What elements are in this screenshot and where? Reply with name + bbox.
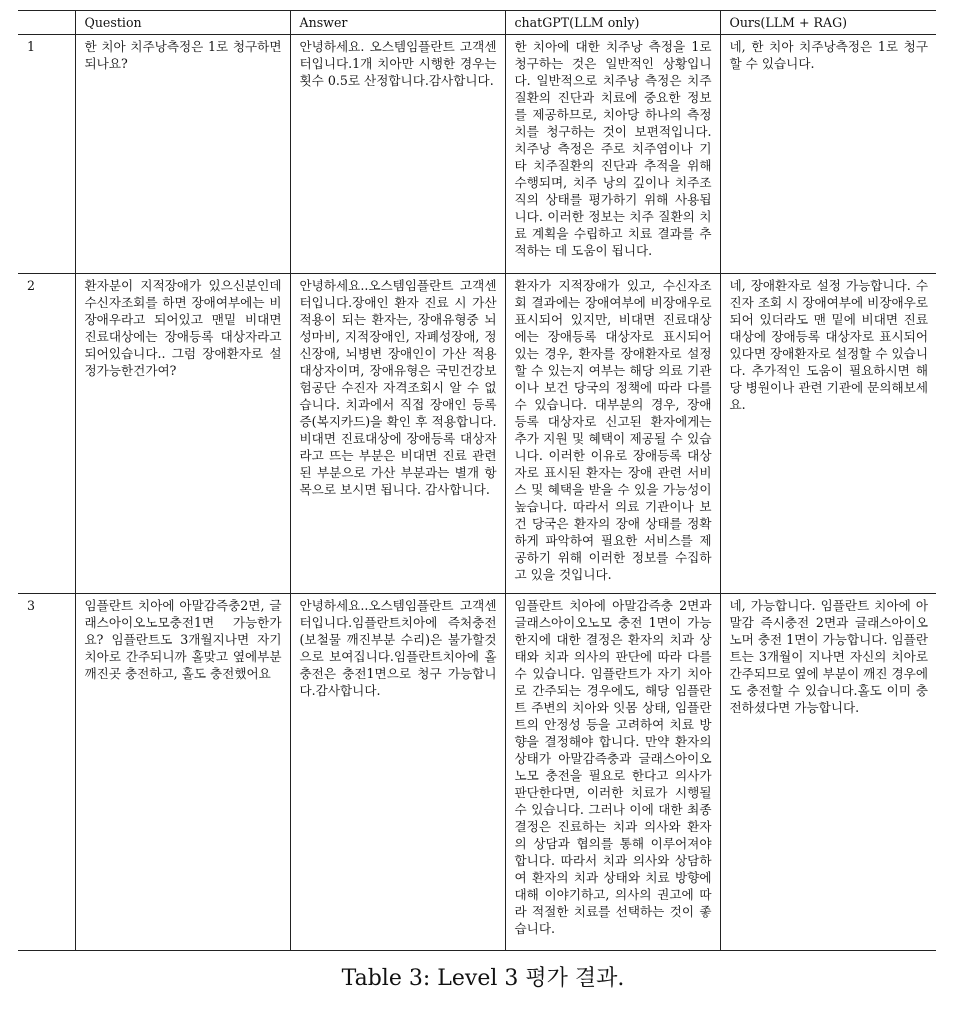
question-cell: 한 치아 치주낭측정은 1로 청구하면 되나요?	[75, 35, 290, 274]
ours-cell: 네, 장애환자로 설정 가능합니다. 수진자 조회 시 장애여부에 비장애우로 되어 있더라도 맨 밑에 비대면 진료 대상에 장애등록 대상자로 표시되어 있다면 장애환자로 설정할 수 있습니다. 추가적인 도움이 필요하시면 해당 병원이나 관련 기관에 문의해보세요.	[720, 274, 936, 594]
header-question: Question	[75, 11, 290, 35]
question-cell: 임플란트 치아에 아말감즉충2면, 글래스아이오노모충전1면 가능한가요? 임플란트도 3개월지나면 자기 치아로 간주되니까 홀맞고 옆에부분깨진곳 충전하고, 홀도 충전했어요	[75, 594, 290, 951]
answer-cell: 안녕하세요. 오스템임플란트 고객센터입니다.1개 치아만 시행한 경우는 횟수 0.5로 산정합니다.감사합니다.	[290, 35, 505, 274]
row-index: 2	[27, 278, 36, 293]
answer-cell: 안녕하세요..오스템임플란트 고객센터입니다.장애인 환자 진료 시 가산적용이 되는 환자는, 장애유형중 뇌성마비, 지적장애인, 자폐성장애, 정신장애, 뇌병변 장애인이 가산 적용 대상자이며, 장애유형은 국민건강보험공단 수진자 자격조회시 알 수 없습니다. 치과에서 직접 장애인 등록증(복지카드)을 확인 후 적용합니다. 비대면 진료대상에 장애등록 대상자라고 뜨는 부분은 비대면 진료 관련된 부분으로 가산 부분과는 별개 항목으로 보시면 됩니다. 감사합니다.	[290, 274, 505, 594]
chatgpt-cell: 한 치아에 대한 치주낭 측정을 1로 청구하는 것은 일반적인 상황입니다. 일반적으로 치주낭 측정은 치주질환의 진단과 치료에 중요한 정보를 제공하므로, 치아당 하나의 측정치를 청구하는 것이 보편적입니다. 치주낭 측정은 주로 치주염이나 기타 치주질환의 진단과 추적을 위해 수행되며, 치주 낭의 깊이나 치주조직의 상태를 평가하기 위해 사용됩니다. 이러한 정보는 치주 질환의 치료 계획을 수립하고 치료 결과를 추적하는 데 도움이 됩니다.	[505, 35, 720, 274]
table-row	[18, 35, 936, 274]
row-index: 3	[27, 598, 36, 613]
table-header-row	[18, 11, 936, 35]
chatgpt-cell: 환자가 지적장애가 있고, 수신자조회 결과에는 장애여부에 비장애우로 표시되어 있지만, 비대면 진료대상에는 장애등록 대상자로 표시되어 있는 경우, 환자를 장애환자로 설정할 수 있는지 여부는 해당 의료 기관이나 보건 당국의 정책에 따라 다를 수 있습니다. 대부분의 경우, 장애 등록 대상자로 신고된 환자에게는 추가 지원 및 혜택이 제공될 수 있습니다. 이러한 이유로 장애등록 대상자로 표시된 환자는 장애 관련 서비스 및 혜택을 받을 수 있을 가능성이 높습니다. 따라서 의료 기관이나 보건 당국은 환자의 장애 상태를 정확하게 파악하여 필요한 서비스를 제공하기 위해 이러한 정보를 수집하고 있을 것입니다.	[505, 274, 720, 594]
table-row	[18, 274, 936, 594]
ours-cell: 네, 한 치아 치주낭측정은 1로 청구할 수 있습니다.	[720, 35, 936, 274]
table-row	[18, 594, 936, 951]
results-table	[18, 10, 936, 951]
row-index: 1	[27, 39, 36, 54]
results-table-container	[18, 10, 936, 951]
ours-cell: 네, 가능합니다. 임플란트 치아에 아말감 즉시충전 2면과 글래스아이오노머 충전 1면이 가능합니다. 임플란트는 3개월이 지나면 자신의 치아로 간주되므로 옆에 부분이 깨진 경우에도 충전할 수 있습니다.홀도 이미 충전하셨다면 가능합니다.	[720, 594, 936, 951]
question-cell: 환자분이 지적장애가 있으신분인데 수신자조회를 하면 장애여부에는 비장애우라고 되어있고 맨밑 비대면 진료대상에는 장애등록 대상자라고 되어있습니다.. 그럼 장애환자로 설정가능한건가여?	[75, 274, 290, 594]
header-chatgpt: chatGPT(LLM only)	[505, 11, 720, 35]
table-caption: Table 3: Level 3 평가 결과.	[341, 966, 625, 991]
header-index	[18, 11, 75, 35]
header-ours: Ours(LLM + RAG)	[720, 11, 936, 35]
chatgpt-cell: 임플란트 치아에 아말감즉충 2면과 글래스아이오노모 충전 1면이 가능한지에 대한 결정은 환자의 치과 상태와 치과 의사의 판단에 따라 다를 수 있습니다. 임플란트가 자기 치아로 간주되는 경우에도, 해당 임플란트 주변의 치아와 잇몸 상태, 임플란트의 안정성 등을 고려하여 치료 방향을 결정해야 합니다. 만약 환자의 상태가 아말감즉충과 글래스아이오노모 충전을 필요로 한다고 의사가 판단한다면, 이러한 치료가 시행될 수 있습니다. 그러나 이에 대한 최종 결정은 진료하는 치과 의사와 환자의 상담과 협의를 통해 이루어져야 합니다. 따라서 치과 의사와 상담하여 환자의 치과 상태와 치료 방향에 대해 이야기하고, 의사의 권고에 따라 적절한 치료를 선택하는 것이 좋습니다.	[505, 594, 720, 951]
header-answer: Answer	[290, 11, 505, 35]
answer-cell: 안녕하세요..오스템임플란트 고객센터입니다.임플란트치아에 즉처충전(보철물 깨진부분 수리)은 불가할것으로 보여집니다.임플란트치아에 홀 충전은 충전1면으로 청구 가능합니다.감사합니다.	[290, 594, 505, 951]
